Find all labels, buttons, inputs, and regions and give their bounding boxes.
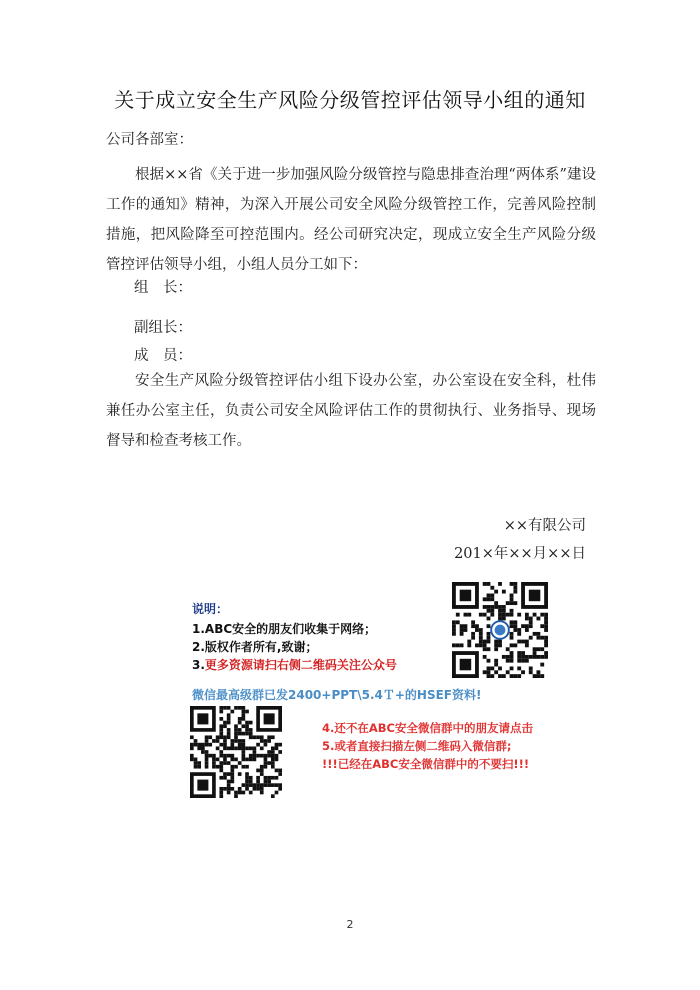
salutation: 公司各部室： xyxy=(106,132,193,148)
notice-line-3-highlight: 更多资源请扫右侧二维码关注公众号 xyxy=(204,658,397,672)
notice-line-3 xyxy=(192,656,397,673)
wechat-official-account-qr-icon[interactable] xyxy=(452,582,548,678)
document-date: 201×年××月××日 xyxy=(454,546,586,562)
paragraph-office: 安全生产风险分级管控评估小组下设办公室，办公室设在安全科，杜伟兼任办公室主任，负责公司安全风险评估工作的贯彻执行、业务指导、现场督导和检查考核工作。 xyxy=(106,373,596,449)
page-number: 2 xyxy=(346,918,354,931)
members-line: 成 员： xyxy=(134,348,192,364)
leader-line: 组 长： xyxy=(134,280,192,296)
document-title: 关于成立安全生产风险分级管控评估领导小组的通知 xyxy=(114,88,586,112)
deputy-leader-line: 副组长： xyxy=(134,320,192,336)
notice-line-2: 2.版权作者所有,致谢； xyxy=(192,640,318,654)
company-signature: ××有限公司 xyxy=(503,518,586,534)
notice-line-1: 1.ABC安全的朋友们收集于网络； xyxy=(192,622,377,636)
notice-line-3-prefix: 3. xyxy=(192,658,205,672)
notice-heading: 说明： xyxy=(192,602,229,616)
notice-line-4[interactable]: 4.还不在ABC安全微信群中的朋友请点击 xyxy=(322,721,533,735)
notice-line-6: !!!已经在ABC安全微信群中的不要扫!!! xyxy=(322,757,530,771)
notice-line-5: 5.或者直接扫描左侧二维码入微信群; xyxy=(322,739,512,753)
wechat-group-qr-icon[interactable] xyxy=(190,706,282,798)
paragraph-intro: 根据××省《关于进一步加强风险分级管控与隐患排查治理“两体系”建设工作的通知》精神，为深入开展公司安全风险分级管控工作，完善风险控制措施，把风险降至可控范围内。经公司研究决定，现成立安全生产风险分级管控评估领导小组，小组人员分工如下： xyxy=(106,167,596,273)
notice-blue-line: 微信最高级群已发2400+PPT\5.4Ｔ+的HSEF资料! xyxy=(192,688,482,702)
